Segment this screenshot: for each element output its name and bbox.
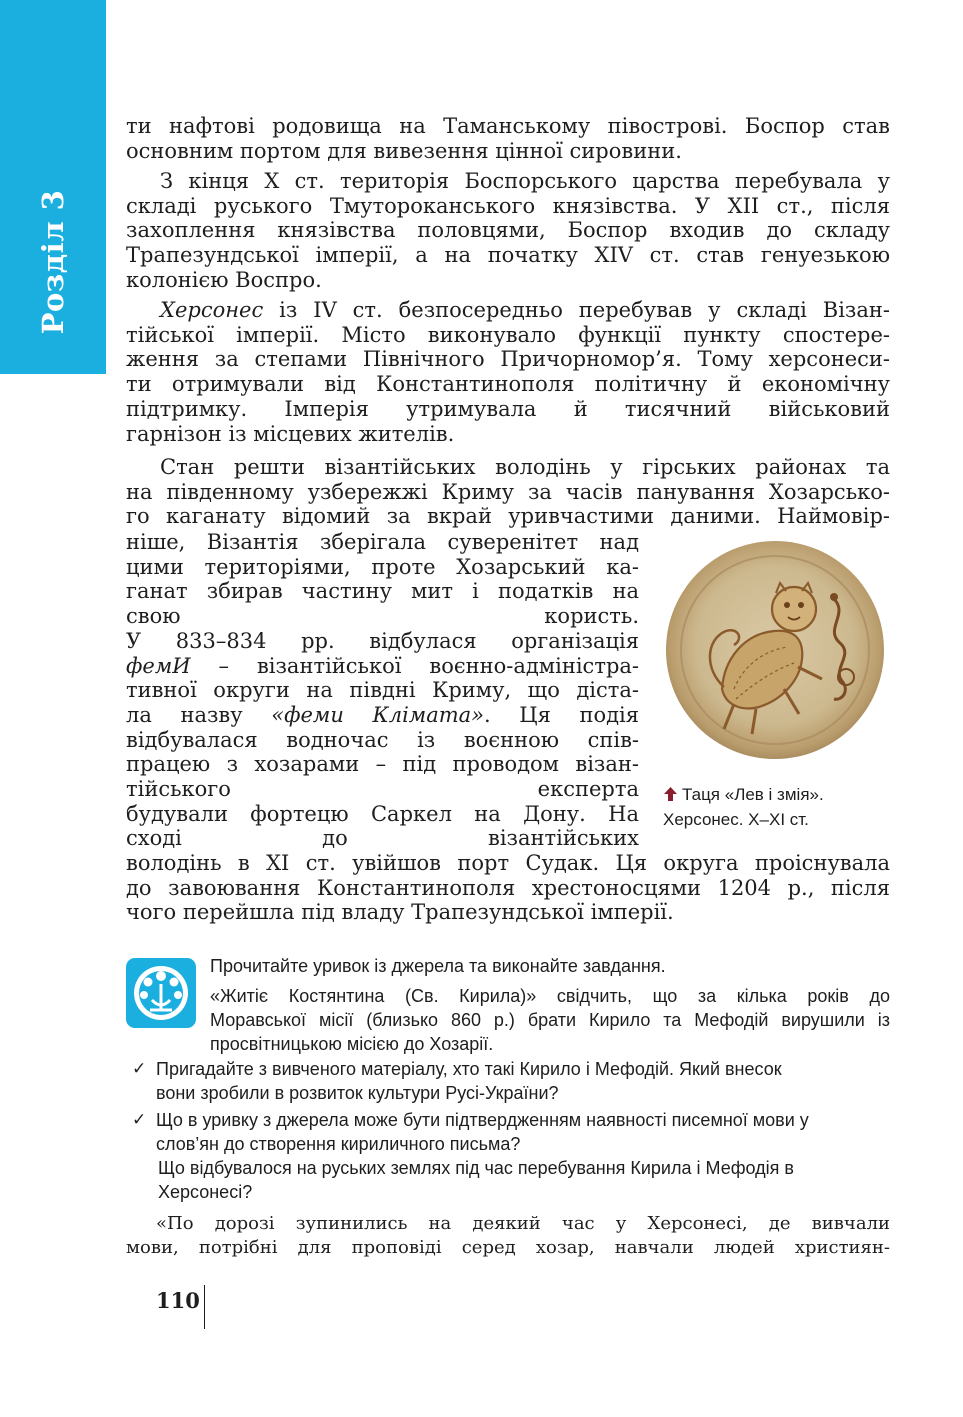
text-line: Стан решти візантійських володінь у гірських районах та [160, 455, 890, 479]
text-line: ти нафтові родовища на Таманському півострові. Боспор став [126, 114, 890, 138]
question-2 [156, 1108, 890, 1156]
text-line: свою користь. [126, 604, 639, 629]
text-line: володінь в XI ст. увійшов порт Судак. Ця округа проіснувала [126, 851, 890, 875]
text-line: Херсонес із IV ст. безпосередньо перебував у складі Візан- [160, 298, 890, 322]
section-tab [0, 0, 106, 374]
text-line: ніше, Візантія зберігала суверенітет над [126, 530, 639, 554]
paragraph-4-tail [126, 851, 890, 925]
text-line: гарнізон із місцевих жителів. [126, 421, 455, 446]
caption-line: Херсонес. X–XI ст. [663, 810, 809, 829]
text-line: ганат збирав частину мит і податків на [126, 579, 639, 604]
section-tab-label: Розділ 3 [36, 189, 70, 335]
arrow-up-icon [663, 785, 678, 808]
text-line: Прочитайте уривок із джерела та виконайте завдання. [210, 956, 666, 976]
paragraph-4-wide [126, 455, 890, 529]
text-line: Моравської місії (близько 860 р.) брати Кирило та Мефодій вирушили із [210, 1010, 890, 1030]
text-line: сході до візантійських [126, 826, 639, 851]
text-line: складі руського Тмутороканського князівства. У XII ст., після [126, 193, 890, 218]
text-line: вони зробили в розвиток культури Русі-України? [156, 1083, 559, 1103]
text-line: ти отримували від Константинополя політичну й економічну [126, 372, 890, 397]
text-line: основним портом для вивезення цінної сировини. [126, 138, 682, 163]
task-instruction [210, 954, 890, 978]
text-line: підтримку. Імперія утримувала й тисячний військовий [126, 396, 890, 421]
term-femy: фемИ [126, 653, 191, 678]
text-line: Трапезундської імперії, а на початку XIV ст. став генуезькою [126, 243, 890, 268]
text-line: ла назву «феми Клімата». Ця подія [126, 702, 639, 727]
task-intro [210, 984, 890, 1056]
source-quote [126, 1212, 890, 1260]
paragraph-4-narrow [126, 530, 639, 851]
text-line: тивної округи на півдні Криму, що діста- [126, 678, 639, 703]
plate-image [664, 539, 886, 761]
text-line: У 833–834 рр. відбулася організація [126, 628, 639, 653]
source-task-icon [126, 958, 196, 1028]
question-3 [158, 1156, 890, 1204]
checkmark-icon: ✓ [132, 1110, 147, 1130]
text-line: до завоювання Константинополя хрестоносцями 1204 р., після [126, 875, 890, 900]
text-line: Пригадайте з вивченого матеріалу, хто такі Кирило і Мефодій. Який внесок [156, 1059, 782, 1079]
text-line: будували фортецю Саркел на Дону. На [126, 801, 639, 826]
question-1 [156, 1057, 890, 1105]
text-line: фемИ – візантійської воєнно-адміністра- [126, 653, 639, 678]
text-line: «Житіє Костянтина (Св. Кирила)» свідчить, що за кілька років до [210, 986, 890, 1006]
text-line: цими територіями, проте Хозарський ка- [126, 554, 639, 579]
text-line: мови, потрібні для проповіді серед хозар, навчали людей християн- [126, 1237, 890, 1258]
text-line: тійського експерта [126, 777, 639, 802]
caption-line: Таця «Лев і змія». [663, 783, 898, 808]
text-line: чого перейшла під владу Трапезундської імперії. [126, 900, 674, 925]
checkmark-icon: ✓ [132, 1059, 147, 1079]
text-line: на південному узбережжі Криму за часів панування Хозарсько- [126, 479, 890, 504]
page-number: 110 [156, 1288, 200, 1313]
text-line: Херсонесі? [158, 1182, 253, 1202]
paragraph-1 [126, 114, 890, 163]
text-line: відбувалася водночас із воєнною спів- [126, 727, 639, 752]
text-line: ження за степами Північного Причорномор’я. Тому херсонеси- [126, 347, 890, 372]
text-line: колонією Воспро. [126, 267, 322, 292]
page-number-divider [204, 1285, 205, 1329]
text-line: Що в уривку з джерела може бути підтвердженням наявності писемної мови у [156, 1110, 809, 1130]
text-line: З кінця X ст. територія Боспорського царства перебувала у [160, 169, 890, 193]
paragraph-3 [126, 298, 890, 446]
text-line: слов’ян до створення кириличного письма? [156, 1134, 521, 1154]
term-femy-klimata: «феми Клімата» [271, 702, 485, 727]
text-line: тійської імперії. Місто виконувало функції пункту спостере- [126, 322, 890, 347]
text-line: «По дорозі зупинились на деякий час у Херсонесі, де вивчали [156, 1213, 890, 1234]
text-line: працею з хозарами – під проводом візан- [126, 752, 639, 777]
paragraph-2 [126, 169, 890, 293]
text-line: просвітницькою місією до Хозарії. [210, 1034, 494, 1054]
text-line: Що відбувалося на руських землях під час перебування Кирила і Мефодія в [158, 1158, 794, 1178]
figure-caption [663, 783, 898, 831]
text-line: захоплення князівства половцями, Боспор входив до складу [126, 218, 890, 243]
term-khersones: Херсонес [160, 298, 264, 322]
text-line: го каганату відомий за вкрай уривчастими даними. Наймовір- [126, 504, 890, 529]
